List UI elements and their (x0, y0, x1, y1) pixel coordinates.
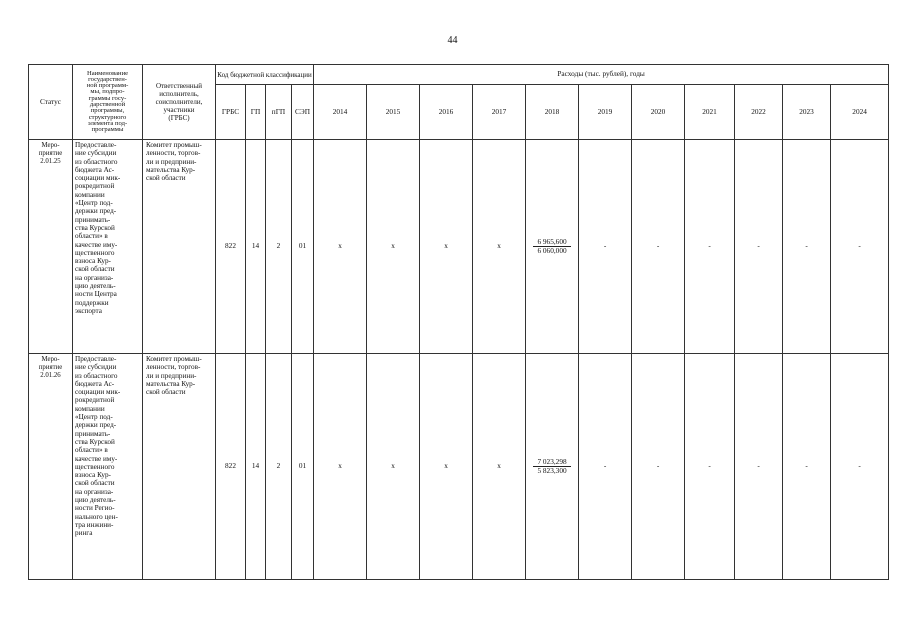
row-responsible: Комитет промыш- ленности, торгов- ли и предприни- мательства Кур- ской области (143, 354, 216, 580)
header-year: 2019 (579, 85, 632, 140)
row-value: x (367, 140, 420, 354)
row-value: x (314, 140, 367, 354)
row-amount-2018 (526, 354, 579, 580)
row-code-gp: 14 (246, 354, 266, 580)
row-code-pgp: 2 (266, 140, 292, 354)
row-value: x (473, 354, 526, 580)
row-event-name: Предоставле- ние субсидии из областного бюджета Ас- социации мик- рокредитной компании «Центр под- держки пред- принимать- ства Курской области» в качестве иму- щественного взноса Кур- ской области на организа- цию деятель- ности Центра поддержки экспорта (73, 140, 143, 354)
page-number: 44 (447, 35, 458, 46)
row-value: - (685, 354, 735, 580)
row-status: Меро- приятие 2.01.25 (29, 140, 73, 354)
header-expenses: Расходы (тыс. рублей), годы (314, 65, 889, 85)
row-value: x (420, 140, 473, 354)
row-code-sep: 01 (292, 140, 314, 354)
header-year: 2023 (783, 85, 831, 140)
row-code-grbs: 822 (216, 140, 246, 354)
row-value: - (735, 140, 783, 354)
row-value: - (831, 140, 889, 354)
header-responsible: Ответственный исполнитель, соисполнители, участники (ГРБС) (143, 65, 216, 140)
row-value: - (735, 354, 783, 580)
row-code-pgp: 2 (266, 354, 292, 580)
header-year: 2016 (420, 85, 473, 140)
table-row (29, 354, 889, 580)
expenses-table (28, 64, 889, 580)
row-code-sep: 01 (292, 354, 314, 580)
header-year: 2018 (526, 85, 579, 140)
row-value: - (632, 354, 685, 580)
header-code-grbs: ГРБС (216, 85, 246, 140)
header-year: 2017 (473, 85, 526, 140)
row-value: - (579, 140, 632, 354)
row-value: x (420, 354, 473, 580)
header-year: 2021 (685, 85, 735, 140)
row-code-grbs: 822 (216, 354, 246, 580)
header-code-sep: СЭП (292, 85, 314, 140)
row-amount-2018 (526, 140, 579, 354)
amount-federal: 6 060,000 (537, 246, 567, 255)
amount-federal: 5 823,300 (537, 466, 567, 475)
row-responsible: Комитет промыш- ленности, торгов- ли и предприни- мательства Кур- ской области (143, 140, 216, 354)
header-year: 2022 (735, 85, 783, 140)
row-event-name: Предоставле- ние субсидии из областного бюджета Ас- социации мик- рокредитной компании «Центр под- держки пред- принимать- ства Курской области» в качестве иму- щественного взноса Кур- ской области на организа- цию деятель- ности Регио- нального цен- тра инжини- ринга (73, 354, 143, 580)
header-year: 2015 (367, 85, 420, 140)
header-program-name: Наименование государствен- ной программ- мы, подпро- граммы госу- дарственной программы, структурного элемента под- программы (73, 65, 143, 140)
header-code-gp: ГП (246, 85, 266, 140)
header-year: 2024 (831, 85, 889, 140)
row-value: - (579, 354, 632, 580)
row-status: Меро- приятие 2.01.26 (29, 354, 73, 580)
amount-total: 6 965,600 (533, 238, 571, 247)
row-code-gp: 14 (246, 140, 266, 354)
amount-total: 7 023,298 (533, 458, 571, 467)
header-status: Статус (29, 65, 73, 140)
row-value: - (783, 354, 831, 580)
row-value: - (632, 140, 685, 354)
header-budget-code: Код бюджетной классификации (216, 65, 314, 85)
row-value: x (473, 140, 526, 354)
row-value: x (367, 354, 420, 580)
row-value: - (685, 140, 735, 354)
header-year: 2020 (632, 85, 685, 140)
header-code-pgp: пГП (266, 85, 292, 140)
row-value: - (783, 140, 831, 354)
table-row (29, 140, 889, 354)
row-value: - (831, 354, 889, 580)
row-value: x (314, 354, 367, 580)
header-year: 2014 (314, 85, 367, 140)
